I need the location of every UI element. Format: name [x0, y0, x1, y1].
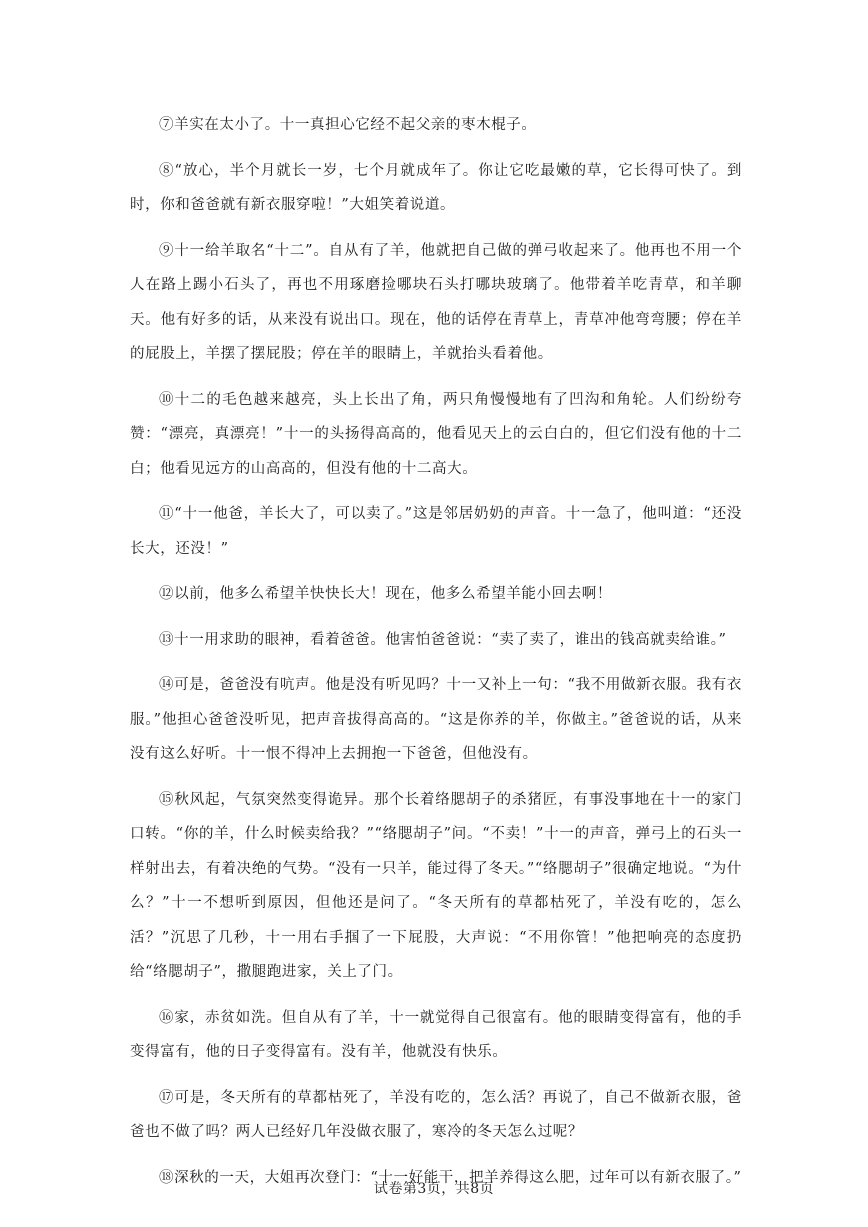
paragraph-18: ⑱深秋的一天，大姐再次登门：“十一好能干，把羊养得这么肥，过年可以有新衣服了。”: [159, 1169, 742, 1186]
paragraph-10: ⑩十二的毛色越来越亮，头上长出了角，两只角慢慢地有了凹沟和角轮。人们纷纷夸赞：“漂亮，真漂亮！”十一的头扬得高高的，他看见天上的云白白的，但它们没有他的十二白；他看见远方的山高高的，但没有他的十二高大。: [130, 391, 742, 477]
page-footer: 试卷第3页，共8页: [373, 1181, 495, 1197]
paragraph-14: ⑭可是，爸爸没有吭声。他是没有听见吗？十一又补上一句：“我不用做新衣服。我有衣服。”他担心爸爸没听见，把声音拔得高高的。“这是你养的羊，你做主。”爸爸说的话，从来没有这么好听。十一恨不得冲上去拥抱一下爸爸，但他没有。: [130, 677, 742, 762]
paragraph-13: ⑬十一用求助的眼神，看着爸爸。他害怕爸爸说：“卖了卖了，谁出的钱高就卖给谁。”: [159, 631, 727, 648]
paragraph-9: ⑨十一给羊取名“十二”。自从有了羊，他就把自己做的弹弓收起来了。他再也不用一个人在路上踢小石头了，再也不用琢磨捡哪块石头打哪块玻璃了。他带着羊吃青草，和羊聊天。他有好多的话，从来没有说出口。现在，他的话停在青草上，青草冲他弯弯腰；停在羊的屁股上，羊摆了摆屁股；停在羊的眼睛上，羊就抬头看着他。: [130, 242, 742, 362]
paragraph-11: ⑪“十一他爸，羊长大了，可以卖了。”这是邻居奶奶的声音。十一急了，他叫道：“还没长大，还没！”: [130, 506, 742, 557]
paragraph-12: ⑫以前，他多么希望羊快快长大！现在，他多么希望羊能小回去啊！: [159, 586, 612, 602]
document-body: [130, 108, 742, 1206]
paragraph-8: ⑧“放心，半个月就长一岁，七个月就成年了。你让它吃最嫩的草，它长得可快了。到时，你和爸爸就有新衣服穿啦！”大姐笑着说道。: [130, 162, 742, 213]
paragraph-17: ⑰可是，冬天所有的草都枯死了，羊没有吃的，怎么活？再说了，自己不做新衣服，爸爸也不做了吗？两人已经好几年没做衣服了，寒冷的冬天怎么过呢？: [130, 1089, 742, 1140]
paragraph-15: ⑮秋风起，气氛突然变得诡异。那个长着络腮胡子的杀猪匠，有事没事地在十一的家门口转。“你的羊，什么时候卖给我？”“络腮胡子”问。“不卖！”十一的声音，弹弓上的石头一样射出去，有着决绝的气势。“没有一只羊，能过得了冬天。”“络腮胡子”很确定地说。“为什么？”十一不想听到原因，但他还是问了。“冬天所有的草都枯死了，羊没有吃的，怎么活？”沉思了几秒，十一用右手掴了一下屁股，大声说：“不用你管！”他把响亮的态度扔给“络腮胡子”，撒腿跑进家，关上了门。: [130, 791, 742, 980]
paragraph-7: ⑦羊实在太小了。十一真担心它经不起父亲的枣木棍子。: [159, 117, 537, 133]
paragraph-16: ⑯家，赤贫如洗。但自从有了羊，十一就觉得自己很富有。他的眼睛变得富有，他的手变得富有，他的日子变得富有。没有羊，他就没有快乐。: [130, 1009, 742, 1060]
